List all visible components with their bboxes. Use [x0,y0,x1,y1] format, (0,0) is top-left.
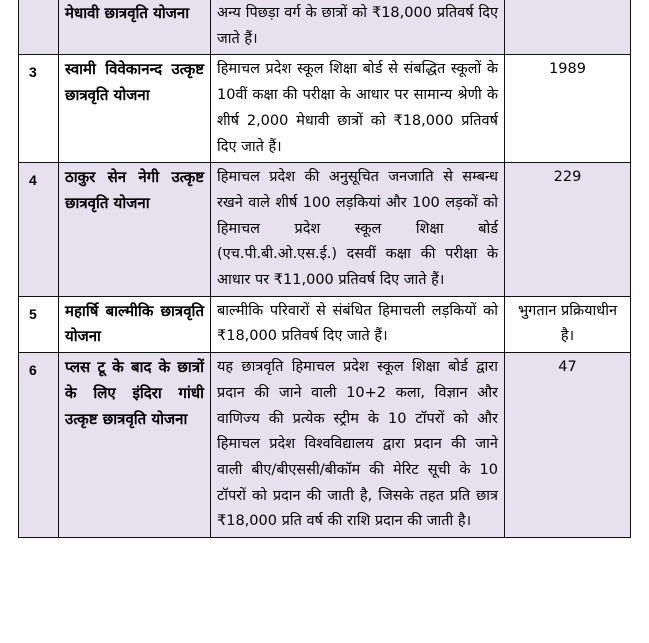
scheme-name-cell: स्वामी विवेकानन्द उत्कृष्ट छात्रवृति योजना [59,55,211,163]
serial-number-cell [19,0,59,55]
beneficiaries-cell: भुगतान प्रक्रियाधीन है। [505,296,631,352]
serial-number-cell: 6 [19,353,59,538]
scheme-name-cell: ठाकुर सेन नेगी उत्कृष्ट छात्रवृति योजना [59,163,211,297]
table-row [19,55,631,163]
scheme-description-cell: अन्य पिछड़ा वर्ग के छात्रों को ₹18,000 प्रतिवर्ष दिए जाते हैं। [211,0,505,55]
table-row [19,163,631,297]
scheme-description-cell: बाल्मीकि परिवारों से संबंधित हिमाचली लड़कियों को ₹18,000 प्रतिवर्ष दिए जाते हैं। [211,296,505,352]
scheme-name-cell: प्लस टू के बाद के छात्रों के लिए इंदिरा गांधी उत्कृष्ट छात्रवृति योजना [59,353,211,538]
table-row [19,353,631,538]
scheme-name-cell: मेधावी छात्रवृति योजना [59,0,211,55]
table-row [19,296,631,352]
beneficiaries-cell: 1989 [505,55,631,163]
scholarship-table [18,0,631,538]
scheme-name-cell: महार्षि बाल्मीकि छात्रवृति योजना [59,296,211,352]
beneficiaries-cell: 47 [505,353,631,538]
beneficiaries-cell: 229 [505,163,631,297]
scheme-description-cell: हिमाचल प्रदेश की अनुसूचित जनजाति से सम्बन्ध रखने वाले शीर्ष 100 लड़कियां और 100 लड़कों को हिमाचल प्रदेश स्कूल शिक्षा बोर्ड (एच.पी.बी.ओ.एस.ई.) दसवीं कक्षा की परीक्षा के आधार पर ₹11,000 प्रतिवर्ष दिए जाते हैं। [211,163,505,297]
scheme-description-cell: यह छात्रवृति हिमाचल प्रदेश स्कूल शिक्षा बोर्ड द्वारा प्रदान की जाने वाली 10+2 कला, विज्ञान और वाणिज्य की प्रत्येक स्ट्रीम के 10 टॉपरों को और हिमाचल प्रदेश विश्वविद्यालय द्वारा प्रदान की जाने वाली बीए/बीएससी/बीकॉम की मेरिट सूची के 10 टॉपरों को प्रदान की जाती है, जिसके तहत प्रति छात्र ₹18,000 प्रति वर्ष की राशि प्रदान की जाती है। [211,353,505,538]
serial-number-cell: 4 [19,163,59,297]
serial-number-cell: 5 [19,296,59,352]
beneficiaries-cell [505,0,631,55]
scheme-description-cell: हिमाचल प्रदेश स्कूल शिक्षा बोर्ड से संबद्धित स्कूलों के 10वीं कक्षा की परीक्षा के आधार पर सामान्य श्रेणी के शीर्ष 2,000 मेधावी छात्रों को ₹18,000 प्रतिवर्ष दिए जाते हैं। [211,55,505,163]
table-row [19,0,631,55]
serial-number-cell: 3 [19,55,59,163]
